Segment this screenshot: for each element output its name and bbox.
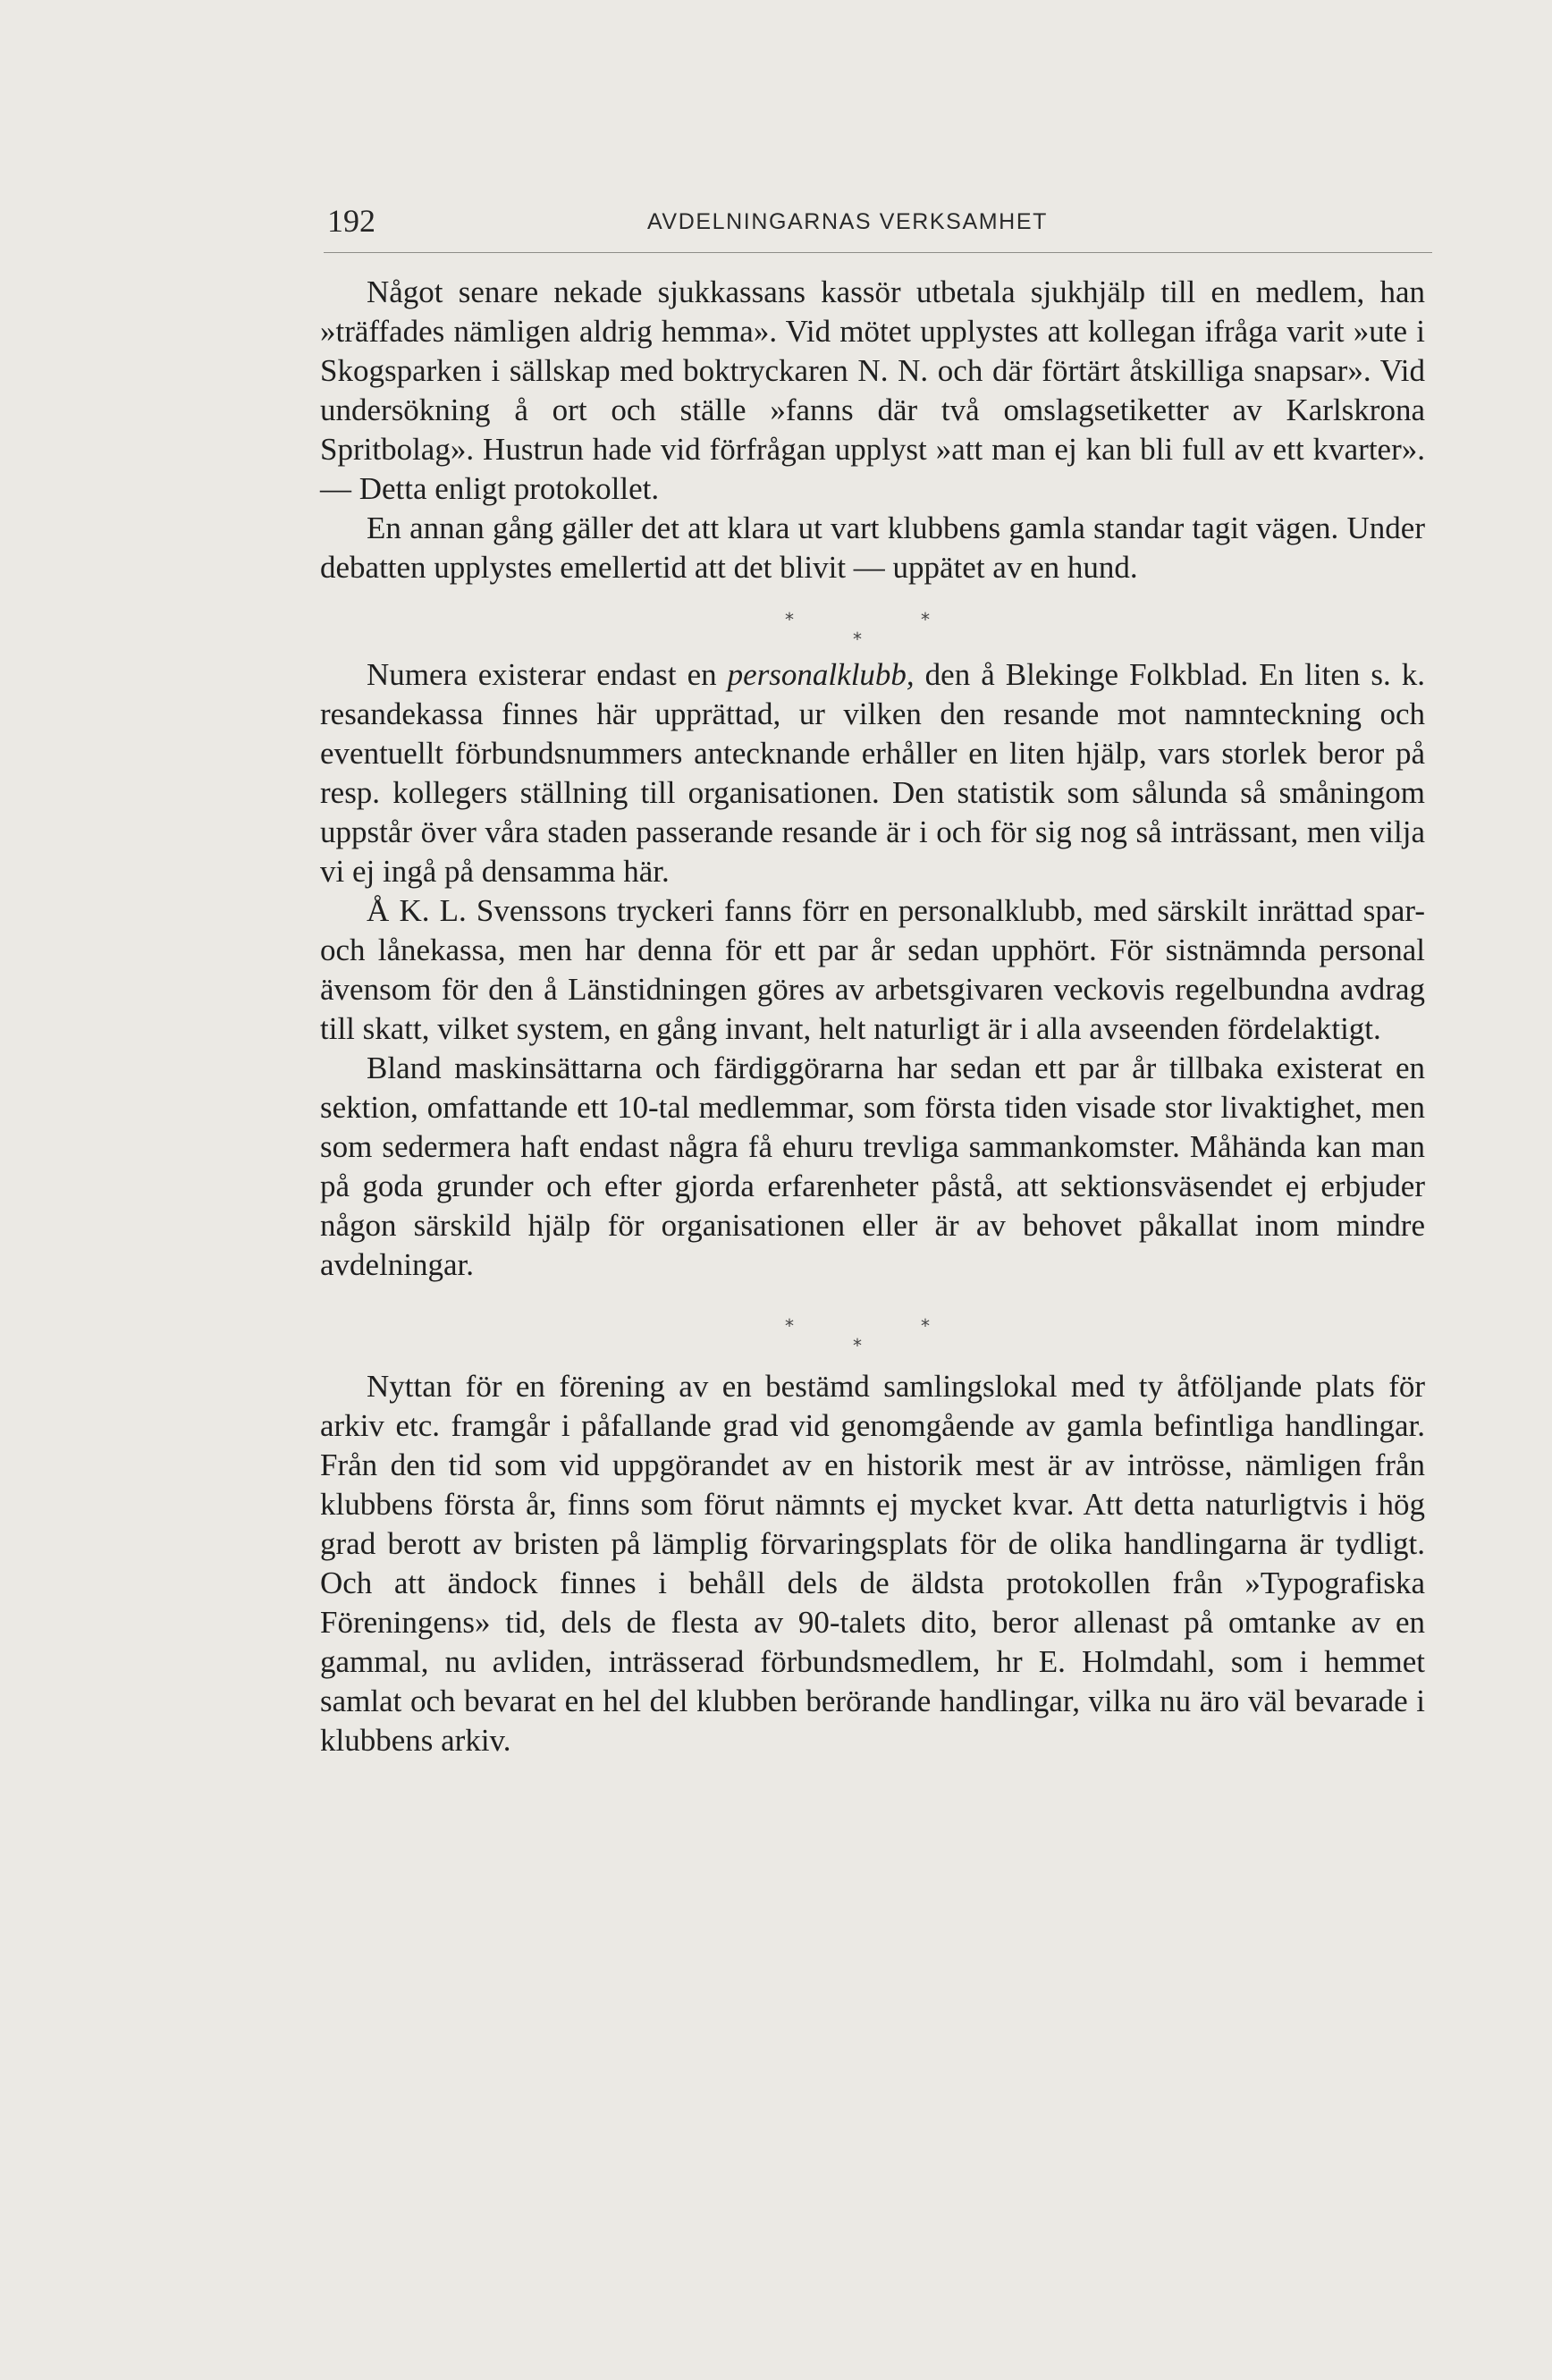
separator-asterisk: * [921,609,930,630]
separator-asterisk: * [853,629,862,650]
paragraph-standar: En annan gång gäller det att klara ut vart klubbens gamla standar tagit vägen. Under debatten upplystes emellertid att det blivit — uppätet av en hund. [320,511,1425,585]
paragraph-svenssons: Å K. L. Svenssons tryckeri fanns förr en personalklubb, med särskilt inrättad spar- och lånekassa, men har denna för ett par år sedan upphört. För sistnämnda personal ävensom för den å Länstidningen göres av arbetsgivaren veckovis regelbundna avdrag till skatt, vilket system, en gång invant, helt naturligt är i alla avseenden fördelaktigt. [320,893,1425,1046]
paragraph-sektion: Bland maskinsättarna och färdiggörarna har sedan ett par år tillbaka existerat en sektion, omfattande ett 10-tal medlemmar, som första tiden visade stor livaktighet, men som sedermera haft endast några få ehuru trevliga sammankomster. Måhända kan man på goda grunder och efter gjorda erfarenheter påstå, att sektionsväsendet ej erbjuder någon särskild hjälp för organisationen eller är av behovet påkallat inom mindre avdelningar. [320,1051,1425,1282]
text-run: Numera existerar endast en [367,657,728,692]
separator-asterisk: * [785,609,794,630]
section-separator [320,595,1425,654]
page-number: 192 [327,203,375,239]
separator-asterisk: * [853,1335,862,1356]
header-rule [324,252,1432,253]
running-head: AVDELNINGARNAS VERKSAMHET [647,209,1048,234]
text-run: den å Blekinge Folkblad. En liten s. k. resandekassa finnes här upprättad, ur vilken den resande mot namnteckning och eventuellt förbundsnummers antecknande erhåller en liten hjälp, vars storlek beror på resp. kollegers ställning till organisationen. Den statistik som sålunda så småningom uppstår över våra staden passerande resande är i och för sig nog så inträssant, men vilja vi ej ingå på densamma här. [320,657,1425,889]
page-header [324,200,1432,254]
paragraph-personalklubb [320,655,1425,891]
paragraph-sjukkassa: Något senare nekade sjukkassans kassör utbetala sjukhjälp till en medlem, han »träffades nämligen aldrig hemma». Vid mötet upplystes att kollegan ifråga varit »ute i Skogsparken i sällskap med boktryckaren N. N. och där förtärt åtskilliga snapsar». Vid undersökning å ort och ställe »fanns där två omslagsetiketter av Karlskrona Spritbolag». Hustrun hade vid förfrågan upplyst »att man ej kan bli full av ett kvarter». — Detta enligt protokollet. [320,274,1425,506]
italic-term: personalklubb, [727,657,915,692]
separator-asterisk: * [785,1315,794,1337]
paragraph-samlingslokal: Nyttan för en förening av en bestämd samlingslokal med ty åtföljande plats för arkiv etc. framgår i påfallande grad vid genomgående av gamla befintliga handlingar. Från den tid som vid uppgörandet av en historik mest är av intrösse, nämligen från klubbens första år, finns som förut nämnts ej mycket kvar. Att detta naturligtvis i hög grad berott av bristen på lämplig förvaringsplats för de olika handlingarna är tydligt. Och att ändock finnes i behåll dels de äldsta protokollen från »Typografiska Föreningens» tid, dels de flesta av 90-talets dito, beror allenast på omtanke av en gammal, nu avliden, inträsserad förbundsmedlem, hr E. Holmdahl, som i hemmet samlat och bevarat en hel del klubben berörande handlingar, vilka nu äro väl bevarade i klubbens arkiv. [320,1369,1425,1758]
section-separator [320,1292,1425,1356]
body-text [320,273,1425,1760]
separator-asterisk: * [921,1315,930,1337]
